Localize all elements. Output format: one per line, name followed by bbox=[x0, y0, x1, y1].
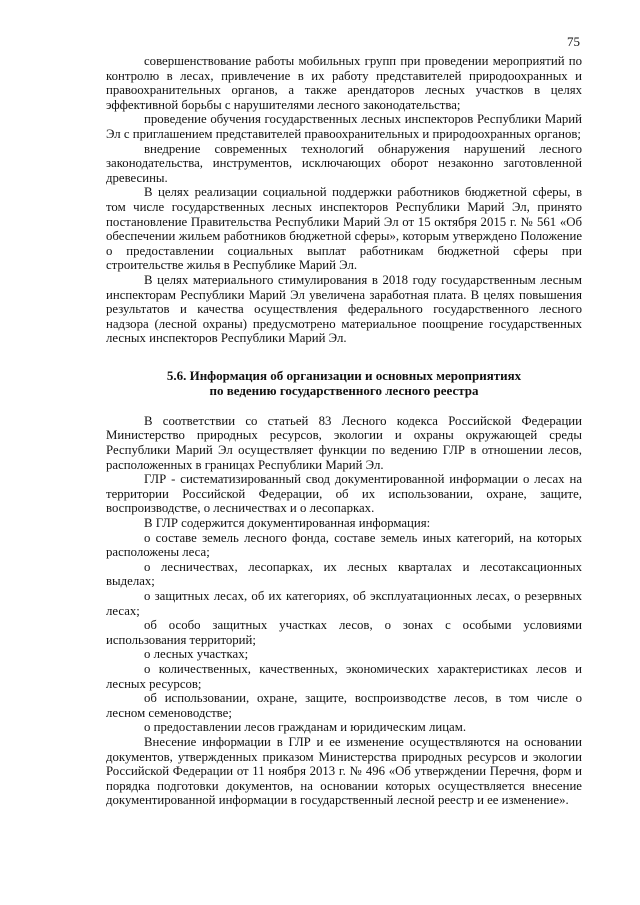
paragraph: ГЛР - систематизированный свод документированной информации о лесах на территории Российской Федерации, об их использовании, охране, защите, воспроизводстве, о лесничествах и о лесопарках. bbox=[106, 472, 582, 516]
paragraph: Внесение информации в ГЛР и ее изменение осуществляются на основании документов, утвержденных приказом Министерства природных ресурсов и экологии Российской Федерации от 11 ноября 2013 г. № 496 «Об утверждении Перечня, форм и порядка подготовки документов, на основании которых осуществляется внесение документированной информации в государственный лесной реестр и ее изменение». bbox=[106, 734, 582, 808]
paragraph: В соответствии со статьей 83 Лесного кодекса Российской Федерации Министерство природных ресурсов, экологии и охраны окружающей среды Республики Марий Эл осуществляет функции по ведению ГЛР в отношении лесов, расположенных в границах Республики Марий Эл. bbox=[106, 413, 582, 472]
paragraph: В целях материального стимулирования в 2018 году государственным лесным инспекторам Республики Марий Эл увеличена заработная плата. В целях повышения результатов и качества осуществления федерального государственного лесного надзора (лесной охраны) предусмотрено материальное поощрение государственных лесных инспекторов Республики Марий Эл. bbox=[106, 272, 582, 346]
list-item: о составе земель лесного фонда, составе земель иных категорий, на которых расположены леса; bbox=[106, 530, 582, 560]
section-heading-line: 5.6. Информация об организации и основных мероприятиях bbox=[166, 367, 522, 383]
section-heading bbox=[106, 368, 582, 398]
list-item: о лесничествах, лесопарках, их лесных кварталах и лесотаксационных выделах; bbox=[106, 559, 582, 589]
paragraph: внедрение современных технологий обнаружения нарушений лесного законодательства, инструментов, исключающих оборот незаконно заготовленной древесины. bbox=[106, 141, 582, 185]
list-item: о защитных лесах, об их категориях, об эксплуатационных лесах, о резервных лесах; bbox=[106, 589, 582, 618]
paragraph: В целях реализации социальной поддержки работников бюджетной сферы, в том числе государственных лесных инспекторов Республики Марий Эл, принято постановление Правительства Республики Марий Эл от 15 октября 2015 г. № 561 «Об обеспечении жильем работников бюджетной сферы», которым утверждено Положение о предоставлении социальных выплат работникам бюджетной сферы при строительстве жилья в Республике Марий Эл. bbox=[106, 185, 582, 273]
page-number: 75 bbox=[567, 34, 580, 49]
section-heading-line: по ведению государственного лесного реестра bbox=[209, 382, 479, 398]
list-item: об использовании, охране, защите, воспроизводстве лесов, в том числе о лесном семеноводстве; bbox=[106, 691, 582, 720]
list-item: о предоставлении лесов гражданам и юридическим лицам. bbox=[144, 720, 467, 735]
paragraph: проведение обучения государственных лесных инспекторов Республики Марий Эл с приглашением представителей правоохранительных и природоохранных органов; bbox=[106, 112, 582, 141]
document-body bbox=[106, 54, 582, 808]
list-item: о количественных, качественных, экономических характеристиках лесов и лесных ресурсов; bbox=[106, 661, 582, 691]
list-item: об особо защитных участках лесов, о зонах с особыми условиями использования территорий; bbox=[106, 618, 582, 647]
paragraph: В ГЛР содержится документированная информация: bbox=[144, 516, 431, 531]
paragraph: совершенствование работы мобильных групп при проведении мероприятий по контролю в лесах, привлечение в их работу представителей природоохранных и правоохранительных органов, а также арендаторов лесных участков в целях эффективной борьбы с нарушителями лесного законодательства; bbox=[106, 54, 582, 112]
list-item: о лесных участках; bbox=[144, 647, 249, 662]
